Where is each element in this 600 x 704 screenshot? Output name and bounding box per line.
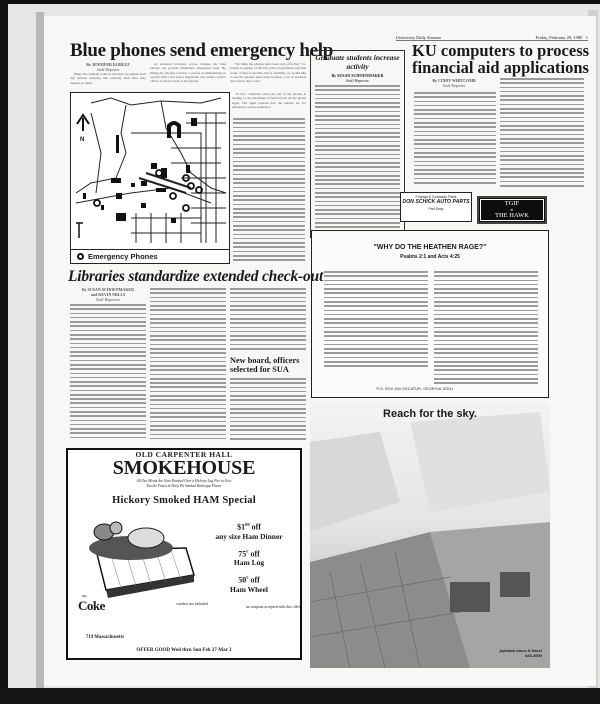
headline-ku-computers: KU computers to process financial aid applications	[412, 41, 590, 77]
blue-phones-col1	[70, 62, 146, 90]
issue-date: Friday, February 29, 1980 1	[535, 35, 588, 40]
byline: By SUSAN SCHOENMAKER	[81, 287, 134, 292]
offers-list	[196, 520, 302, 600]
aerial-photo	[310, 402, 550, 668]
headline-blue-phones: Blue phones send emergency help	[70, 40, 334, 61]
tgif-hawk: THE HAWK	[495, 212, 529, 219]
tgif-line: TGIF	[504, 200, 520, 207]
ad-name: DON SCHICK AUTO PARTS	[402, 199, 470, 205]
offer: 50¢ off Ham Wheel	[196, 573, 302, 594]
binding-shadow	[36, 12, 44, 697]
byline: By JENNIFER KOBLEZ	[86, 62, 130, 67]
part-shop-logo: Part Shop	[428, 207, 444, 211]
byline-role: Staff Reporters	[95, 297, 121, 302]
article-text: Many KU students walk by the blue on-campus each day without realizing that someday their lives may depend on them.	[70, 72, 146, 85]
page-number: 1	[585, 35, 588, 40]
ad-special: Hickory Smoked HAM Special	[112, 495, 256, 507]
ham-dinner-illustration	[76, 520, 198, 600]
offer-item: any size Ham Dinner	[215, 531, 283, 541]
headline-sua: New board, officers selected for SUA	[230, 356, 300, 374]
ku-body-text-col2	[500, 78, 584, 190]
byline-role: Staff Reporter	[442, 83, 466, 88]
ad-body-text-col2	[434, 271, 538, 389]
byline: By SUSAN SCHOENMAKER	[331, 73, 384, 78]
tgif-at: at	[510, 207, 514, 212]
legend-label: Emergency Phones	[88, 252, 158, 261]
offer-item: Ham Wheel	[230, 584, 268, 594]
libraries-byline-block	[70, 287, 146, 303]
ad-body-text-col1	[324, 271, 428, 371]
ku-body-text-col1	[414, 92, 496, 188]
offer-item: Ham Log	[233, 558, 265, 568]
libraries-text-col3	[230, 288, 306, 352]
ad-reach-for-sky	[310, 402, 550, 668]
ad-smokehouse	[66, 448, 302, 660]
offer-dates: OFFER GOOD Wed thru Sun Feb 27-Mar 2	[136, 648, 232, 653]
ad-address: 719 Massachusetts	[86, 635, 124, 640]
graduate-body-text	[315, 85, 400, 233]
ad-tgif	[477, 196, 547, 224]
headline-graduate: Graduate students increase activity	[315, 53, 400, 71]
sua-body-text	[230, 378, 306, 444]
blue-phones-col3	[230, 62, 306, 90]
article-text: In fact, confusion about the use of the phones is leading to the placement of instructions on the phone signs. The signs explain that the phones are for emergency police assistance.	[232, 92, 306, 109]
byline: By CINDY WHITCOMB	[432, 78, 476, 83]
combos-note: combos not included	[176, 602, 208, 606]
libraries-text-col2	[150, 288, 226, 444]
coke-logo: Enjoy Coke	[78, 594, 105, 613]
article-text: At scattered locations across campus, the blue phones can provide immediate emergency help. By lifting the phone's receiver a person is immediately in contact with a KU police dispatcher who sends a police officer to the location of that phone.	[150, 62, 226, 84]
ad-tagline: All Our Meats Are Slow Roasted Over a Hickory Log Fire to Give	[136, 479, 232, 483]
ad-name: SMOKEHOUSE	[112, 457, 256, 479]
campus-map	[70, 92, 230, 264]
scripture-reference: Psalms 2:1 and Acts 4:25	[400, 254, 460, 260]
blue-phones-col4	[232, 92, 306, 116]
blue-phones-body-text	[233, 118, 305, 266]
no-coupons-note: no coupons accepted with this offer	[245, 605, 300, 609]
ad-title: "WHY DO THE HEATHEN RAGE?"	[373, 244, 487, 251]
ad-don-schick	[400, 192, 472, 222]
map-legend	[71, 249, 229, 263]
blue-phones-col2	[150, 62, 226, 90]
byline: and KEVIN MILLS	[90, 292, 126, 297]
map-drawing	[71, 93, 228, 248]
headline-libraries: Libraries standardize extended check-out	[68, 268, 324, 285]
byline-role: Staff Reporter	[346, 78, 369, 83]
offer: $\$1^{00}$ off any size Ham Dinner	[196, 520, 302, 541]
scanner-bed	[0, 688, 600, 704]
offer: 75¢ off Ham Log	[196, 547, 302, 568]
libraries-text-col1	[70, 304, 146, 444]
ad-sponsor: jayhawk tours & travel 843-4000	[499, 648, 542, 658]
ad-title: Reach for the sky.	[383, 408, 477, 420]
byline-role: Staff Reporter	[96, 67, 120, 72]
ad-heathen-rage	[311, 230, 549, 398]
emergency-phone-icon	[77, 253, 84, 260]
ad-address: P.O. BOX 600 DECATUR, GEORGIA 30031	[376, 387, 454, 391]
north-label: N	[80, 137, 85, 143]
ku-byline-block	[414, 78, 494, 90]
paper-name: University Daily Kansan	[396, 35, 441, 40]
ad-top-line: OLD CARPENTER HALL	[135, 450, 233, 459]
graduate-students-article	[310, 50, 405, 238]
ad-line: Foreign & Domestic Parts	[415, 195, 457, 199]
ad-tagline: You the Finest in Deep Pit Smoked Barbeque Flavor	[146, 484, 222, 489]
article-text: "We think the phones have been very effective," Lt. Jeanne Longaker of the KU police department said this week. "I hate to use this, but, if anything, we would like to see the phones used more because a lot of students don't know they exist."	[230, 62, 306, 84]
